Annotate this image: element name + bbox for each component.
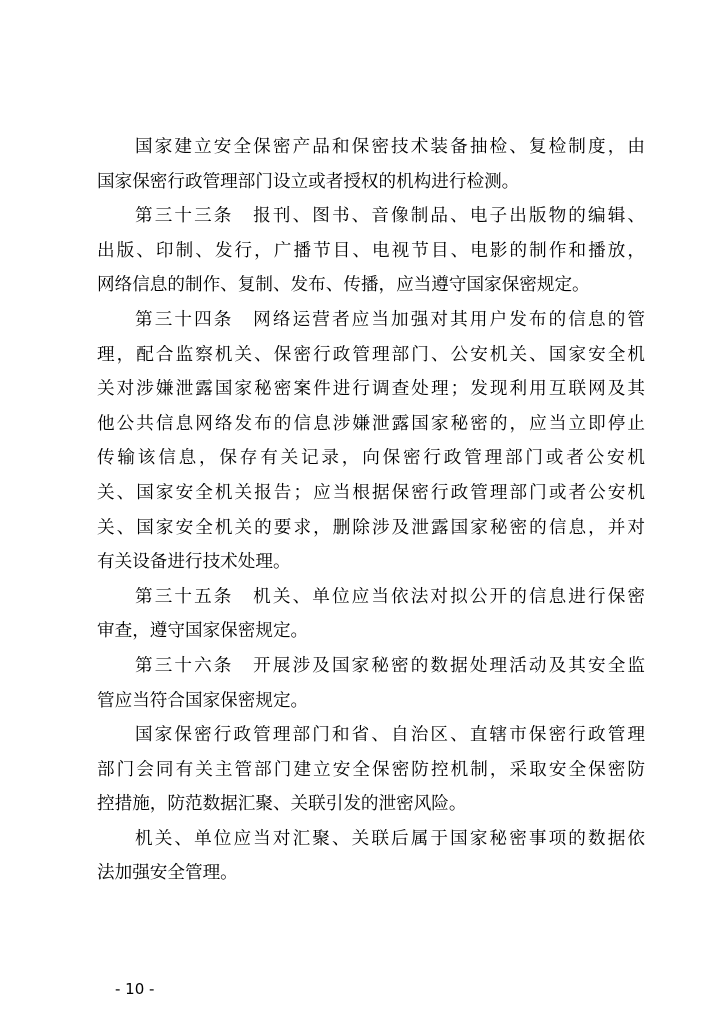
text-line: 关、国家安全机关的要求，删除涉及泄露国家秘密的信息，并对 — [97, 517, 645, 538]
text-line: 管应当符合国家保密规定。 — [97, 690, 309, 711]
page-number: - 10 - — [115, 980, 155, 998]
text-line: 理，配合监察机关、保密行政管理部门、公安机关、国家安全机 — [97, 344, 645, 365]
text-line: 网络信息的制作、复制、发布、传播，应当遵守国家保密规定。 — [97, 275, 590, 296]
text-line: 第三十六条 开展涉及国家秘密的数据处理活动及其安全监 — [135, 655, 645, 676]
document-body — [97, 130, 645, 891]
text-line: 他公共信息网络发布的信息涉嫌泄露国家秘密的，应当立即停止 — [97, 413, 645, 434]
text-line: 控措施，防范数据汇聚、关联引发的泄密风险。 — [97, 794, 467, 815]
text-line: 机关、单位应当对汇聚、关联后属于国家秘密事项的数据依 — [135, 828, 645, 849]
text-line: 第三十四条 网络运营者应当加强对其用户发布的信息的管 — [135, 309, 645, 330]
text-line: 出版、印制、发行，广播节目、电视节目、电影的制作和播放， — [97, 240, 645, 261]
text-line: 部门会同有关主管部门建立安全保密防控机制，采取安全保密防 — [97, 759, 645, 780]
text-line: 关对涉嫌泄露国家秘密案件进行调查处理；发现利用互联网及其 — [97, 379, 645, 400]
text-line: 国家保密行政管理部门设立或者授权的机构进行检测。 — [97, 171, 520, 192]
text-line: 第三十五条 机关、单位应当依法对拟公开的信息进行保密 — [135, 586, 645, 607]
text-line: 关、国家安全机关报告；应当根据保密行政管理部门或者公安机 — [97, 482, 645, 503]
text-line: 法加强安全管理。 — [97, 863, 238, 884]
text-line: 国家建立安全保密产品和保密技术装备抽检、复检制度，由 — [135, 137, 645, 157]
text-line: 第三十三条 报刊、图书、音像制品、电子出版物的编辑、 — [135, 206, 645, 227]
text-line: 国家保密行政管理部门和省、自治区、直辖市保密行政管理 — [135, 725, 645, 746]
text-line: 传输该信息，保存有关记录，向保密行政管理部门或者公安机 — [97, 448, 645, 469]
text-line: 审查，遵守国家保密规定。 — [97, 621, 309, 642]
text-line: 有关设备进行技术处理。 — [97, 552, 291, 573]
